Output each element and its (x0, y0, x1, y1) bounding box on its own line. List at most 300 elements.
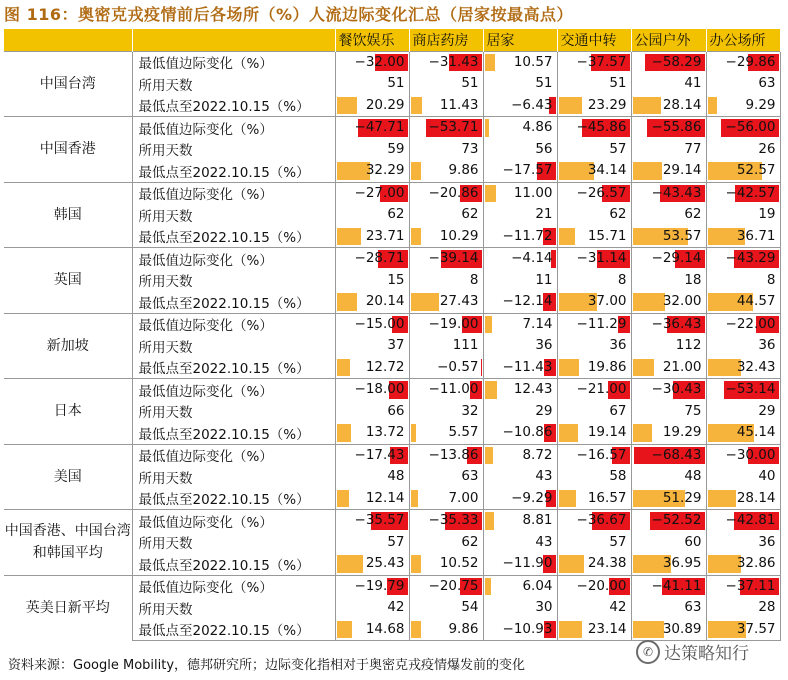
value-cell (483, 401, 557, 423)
value-cell (409, 575, 483, 597)
value-text: 62 (684, 206, 702, 222)
positive-bar (337, 359, 350, 377)
table-row (4, 575, 780, 597)
value-text: −37.11 (725, 577, 776, 594)
value-cell (409, 160, 483, 182)
value-cell (706, 488, 780, 510)
metric-label: 最低值边际变化（%） (132, 182, 335, 204)
positive-bar (411, 490, 418, 508)
value-text: 12.72 (365, 358, 405, 375)
value-text: −20.00 (576, 577, 627, 594)
value-text: 23.71 (365, 227, 405, 244)
value-cell (557, 160, 631, 182)
value-cell (631, 204, 706, 226)
value-text: 57 (609, 533, 627, 550)
value-text: 24.38 (587, 555, 627, 571)
value-text: 7.00 (448, 489, 479, 506)
value-cell (557, 401, 631, 423)
value-text: −68.43 (651, 446, 702, 463)
value-text: 12.14 (365, 489, 405, 506)
positive-bar (337, 490, 349, 508)
value-text: −15.00 (354, 315, 405, 332)
value-text: 63 (758, 75, 776, 91)
value-text: 32.00 (662, 293, 702, 309)
value-text: −10.93 (502, 620, 553, 637)
value-cell (335, 379, 409, 401)
value-cell (335, 291, 409, 313)
value-text: 53.57 (662, 227, 702, 244)
metric-label: 最低点至2022.10.15（%） (132, 291, 335, 313)
value-cell (483, 488, 557, 510)
metric-label: 最低点至2022.10.15（%） (132, 160, 335, 182)
value-text: 5.57 (448, 424, 479, 440)
value-cell (557, 182, 631, 204)
value-cell (631, 291, 706, 313)
positive-bar (411, 555, 422, 573)
value-text: −45.86 (576, 119, 627, 135)
metric-label: 所用天数 (132, 73, 335, 95)
value-text: 21.00 (662, 358, 702, 375)
value-cell (631, 379, 706, 401)
value-text: −55.86 (651, 119, 702, 135)
value-cell (557, 335, 631, 357)
metric-label: 最低值边际变化（%） (132, 575, 335, 597)
value-cell (706, 357, 780, 379)
value-cell (335, 575, 409, 597)
table-row (4, 117, 780, 139)
value-cell (631, 619, 706, 641)
value-cell (409, 73, 483, 95)
positive-bar (337, 293, 358, 311)
value-text: 7.14 (522, 315, 553, 332)
value-cell (557, 270, 631, 292)
value-text: 51 (387, 75, 405, 91)
value-text: 42 (387, 599, 405, 615)
value-cell (335, 553, 409, 575)
header-row (4, 29, 780, 51)
value-text: −39.14 (428, 250, 479, 266)
metric-label: 最低点至2022.10.15（%） (132, 488, 335, 510)
table-row (4, 51, 780, 73)
region-label: 美国 (4, 444, 132, 510)
value-text: −9.29 (511, 489, 553, 506)
positive-bar (633, 162, 663, 180)
value-cell (335, 248, 409, 270)
value-text: 63 (461, 468, 479, 484)
value-text: −31.14 (576, 250, 627, 266)
value-cell (706, 248, 780, 270)
column-header: 公园户外 (631, 29, 706, 51)
value-cell (483, 248, 557, 270)
value-text: −29.86 (725, 53, 776, 70)
value-cell (706, 313, 780, 335)
value-cell (409, 532, 483, 554)
value-text: 8.81 (522, 512, 553, 528)
value-cell (706, 204, 780, 226)
value-text: 21 (535, 206, 553, 222)
value-text: 8.72 (522, 446, 553, 463)
value-cell (483, 444, 557, 466)
positive-bar (485, 316, 492, 334)
value-text: 54 (461, 599, 479, 615)
value-cell (706, 466, 780, 488)
value-cell (409, 291, 483, 313)
metric-label: 最低点至2022.10.15（%） (132, 95, 335, 117)
source-note: 资料来源：Google Mobility，德邦研究所；边际变化指相对于奥密克戎疫情爆发前的变化 (8, 658, 526, 673)
value-cell (335, 226, 409, 248)
value-cell (335, 466, 409, 488)
value-text: 15 (387, 271, 405, 288)
value-text: 29 (758, 402, 776, 419)
negative-bar (481, 359, 482, 377)
value-cell (409, 95, 483, 117)
value-text: −29.14 (651, 250, 702, 266)
positive-bar (559, 490, 576, 508)
metric-label: 最低值边际变化（%） (132, 510, 335, 532)
value-text: −35.33 (428, 512, 479, 528)
positive-bar (708, 97, 718, 115)
value-text: 112 (675, 337, 702, 353)
value-cell (706, 510, 780, 532)
value-cell (335, 532, 409, 554)
value-text: −32.00 (354, 53, 405, 70)
value-cell (631, 532, 706, 554)
value-cell (483, 422, 557, 444)
value-cell (631, 488, 706, 510)
positive-bar (633, 424, 653, 442)
value-cell (409, 597, 483, 619)
value-text: −20.86 (428, 184, 479, 201)
value-text: 23.29 (587, 96, 627, 113)
value-text: 11.00 (513, 184, 553, 201)
value-text: 60 (684, 533, 702, 550)
value-cell (483, 182, 557, 204)
value-text: −30.43 (651, 381, 702, 397)
positive-bar (633, 293, 666, 311)
value-text: 27.43 (439, 293, 479, 309)
value-cell (409, 204, 483, 226)
positive-bar (708, 359, 741, 377)
value-cell (483, 553, 557, 575)
metric-label: 最低点至2022.10.15（%） (132, 553, 335, 575)
value-text: 13.72 (365, 424, 405, 440)
region-label: 新加坡 (4, 313, 132, 379)
positive-bar (485, 578, 491, 596)
value-cell (483, 139, 557, 161)
value-cell (557, 51, 631, 73)
value-cell (631, 160, 706, 182)
value-cell (557, 313, 631, 335)
value-text: 67 (609, 402, 627, 419)
value-cell (631, 139, 706, 161)
region-label: 英国 (4, 248, 132, 314)
value-text: 32.86 (736, 555, 776, 571)
value-text: 4.86 (522, 119, 553, 135)
positive-bar (337, 555, 363, 573)
value-cell (483, 313, 557, 335)
value-cell (631, 313, 706, 335)
value-text: 28 (758, 599, 776, 615)
value-text: 20.29 (365, 96, 405, 113)
value-text: 37 (387, 337, 405, 353)
value-text: 48 (387, 468, 405, 484)
metric-label: 最低值边际变化（%） (132, 117, 335, 139)
value-text: 32.29 (365, 162, 405, 178)
value-text: 43 (535, 468, 553, 484)
value-cell (335, 313, 409, 335)
value-cell (335, 270, 409, 292)
value-text: 9.29 (745, 96, 776, 113)
metric-label: 最低值边际变化（%） (132, 379, 335, 401)
value-text: 29 (535, 402, 553, 419)
metric-label: 最低值边际变化（%） (132, 444, 335, 466)
watermark-text: 达策略知行 (664, 644, 749, 664)
value-text: 36.71 (736, 227, 776, 244)
value-cell (483, 379, 557, 401)
value-cell (409, 357, 483, 379)
value-cell (706, 422, 780, 444)
positive-bar (411, 97, 423, 115)
value-cell (483, 619, 557, 641)
value-text: 36.95 (662, 555, 702, 571)
value-cell (631, 510, 706, 532)
region-label: 中国香港、中国台湾和韩国平均 (4, 510, 132, 576)
value-cell (483, 291, 557, 313)
value-text: 58 (609, 468, 627, 484)
value-cell (557, 532, 631, 554)
value-text: 42 (609, 599, 627, 615)
column-header: 餐饮娱乐 (335, 29, 409, 51)
value-text: 66 (387, 402, 405, 419)
region-label: 英美日新平均 (4, 575, 132, 641)
metric-label: 最低点至2022.10.15（%） (132, 422, 335, 444)
value-text: 28.14 (662, 96, 702, 113)
positive-bar (411, 424, 417, 442)
value-cell (706, 401, 780, 423)
value-cell (706, 73, 780, 95)
value-cell (631, 73, 706, 95)
value-cell (483, 270, 557, 292)
value-cell (557, 139, 631, 161)
header-blank (132, 29, 335, 51)
wechat-icon: ✆ (636, 640, 660, 664)
metric-label: 最低点至2022.10.15（%） (132, 226, 335, 248)
value-cell (631, 466, 706, 488)
positive-bar (485, 185, 496, 203)
value-text: −27.00 (354, 184, 405, 201)
value-cell (483, 51, 557, 73)
column-header: 交通中转 (557, 29, 631, 51)
value-cell (557, 117, 631, 139)
value-cell (557, 379, 631, 401)
value-text: −42.57 (725, 184, 776, 201)
table-row (4, 444, 780, 466)
positive-bar (411, 621, 421, 639)
value-cell (409, 117, 483, 139)
value-text: −12.14 (502, 293, 553, 309)
value-cell (631, 444, 706, 466)
positive-bar (337, 162, 370, 180)
value-cell (706, 226, 780, 248)
value-text: 57 (609, 140, 627, 157)
header-blank (4, 29, 132, 51)
value-cell (335, 139, 409, 161)
value-text: 20.14 (365, 293, 405, 309)
value-text: 51.29 (662, 489, 702, 506)
metric-label: 最低值边际变化（%） (132, 248, 335, 270)
value-text: −56.00 (725, 119, 776, 135)
value-cell (631, 597, 706, 619)
value-text: 62 (609, 206, 627, 222)
value-cell (631, 117, 706, 139)
value-text: −36.43 (651, 315, 702, 332)
value-text: 15.71 (587, 227, 627, 244)
value-cell (409, 248, 483, 270)
positive-bar (337, 228, 361, 246)
value-text: −11.00 (428, 381, 479, 397)
value-text: −20.75 (428, 577, 479, 594)
value-text: 19.29 (662, 424, 702, 440)
value-text: 51 (535, 75, 553, 91)
value-text: 29.14 (662, 162, 702, 178)
value-text: −11.72 (502, 227, 553, 244)
value-cell (335, 182, 409, 204)
value-cell (335, 335, 409, 357)
value-cell (483, 95, 557, 117)
value-text: 73 (461, 140, 479, 157)
value-cell (631, 575, 706, 597)
value-text: −11.90 (502, 555, 553, 571)
value-cell (335, 73, 409, 95)
value-text: 34.14 (587, 162, 627, 178)
metric-label: 最低点至2022.10.15（%） (132, 619, 335, 641)
value-text: 30.89 (662, 620, 702, 637)
region-label: 日本 (4, 379, 132, 445)
positive-bar (633, 97, 662, 115)
metric-label: 所用天数 (132, 139, 335, 161)
value-cell (335, 597, 409, 619)
value-cell (335, 619, 409, 641)
value-text: 51 (461, 75, 479, 91)
value-cell (483, 117, 557, 139)
positive-bar (708, 490, 737, 508)
value-cell (483, 575, 557, 597)
value-cell (557, 291, 631, 313)
column-header: 居家 (483, 29, 557, 51)
value-cell (335, 422, 409, 444)
value-text: −19.79 (354, 577, 405, 594)
value-text: −43.29 (725, 250, 776, 266)
positive-bar (337, 621, 352, 639)
value-cell (706, 379, 780, 401)
metric-label: 所用天数 (132, 270, 335, 292)
value-text: 19.14 (587, 424, 627, 440)
metric-label: 所用天数 (132, 597, 335, 619)
value-text: −53.14 (725, 381, 776, 397)
positive-bar (485, 119, 490, 137)
value-text: 25.43 (365, 555, 405, 571)
value-text: −11.43 (502, 358, 553, 375)
value-cell (557, 226, 631, 248)
value-cell (409, 401, 483, 423)
value-cell (631, 270, 706, 292)
value-cell (409, 510, 483, 532)
value-text: 36 (535, 337, 553, 353)
value-text: 19.86 (587, 358, 627, 375)
value-cell (335, 488, 409, 510)
positive-bar (485, 512, 494, 530)
value-cell (557, 444, 631, 466)
value-cell (557, 357, 631, 379)
metric-label: 最低值边际变化（%） (132, 313, 335, 335)
value-cell (409, 226, 483, 248)
value-cell (483, 204, 557, 226)
value-cell (409, 270, 483, 292)
value-cell (335, 357, 409, 379)
value-text: −26.57 (576, 184, 627, 201)
value-text: 41 (684, 75, 702, 91)
value-text: −35.57 (354, 512, 405, 528)
value-text: −16.57 (576, 446, 627, 463)
value-cell (631, 182, 706, 204)
value-cell (706, 270, 780, 292)
value-cell (557, 488, 631, 510)
table-body (4, 51, 780, 641)
positive-bar (633, 621, 665, 639)
positive-bar (559, 97, 583, 115)
value-text: 56 (535, 140, 553, 157)
positive-bar (337, 97, 358, 115)
value-cell (335, 95, 409, 117)
value-text: 45.14 (736, 424, 776, 440)
value-text: 62 (461, 206, 479, 222)
value-text: 32 (461, 402, 479, 419)
value-cell (557, 204, 631, 226)
value-text: −36.67 (576, 512, 627, 528)
value-text: −10.86 (502, 424, 553, 440)
region-label: 韩国 (4, 182, 132, 248)
value-text: 36 (758, 533, 776, 550)
value-cell (483, 466, 557, 488)
value-cell (483, 357, 557, 379)
value-cell (631, 357, 706, 379)
value-cell (335, 510, 409, 532)
value-text: 11.43 (439, 96, 479, 113)
value-text: 8 (766, 271, 776, 288)
value-text: 51 (609, 75, 627, 91)
value-cell (409, 139, 483, 161)
table-row (4, 313, 780, 335)
metric-label: 所用天数 (132, 466, 335, 488)
value-cell (706, 95, 780, 117)
value-cell (631, 401, 706, 423)
positive-bar (559, 555, 584, 573)
column-header: 办公场所 (706, 29, 780, 51)
value-cell (483, 510, 557, 532)
value-text: 12.43 (513, 381, 553, 397)
value-text: 32.43 (736, 358, 776, 375)
value-cell (335, 160, 409, 182)
value-cell (706, 597, 780, 619)
positive-bar (559, 621, 583, 639)
value-text: −0.57 (437, 358, 479, 375)
value-cell (409, 619, 483, 641)
value-text: −41.11 (651, 577, 702, 594)
value-text: −30.00 (725, 446, 776, 463)
value-text: 8 (617, 271, 627, 288)
value-text: 6.04 (522, 577, 553, 594)
value-cell (631, 248, 706, 270)
